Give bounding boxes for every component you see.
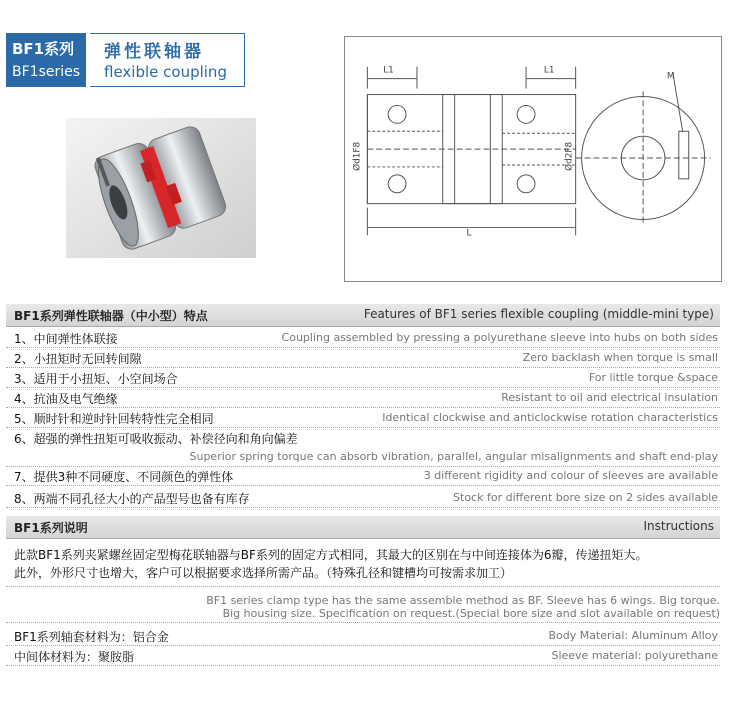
divider [6,586,720,587]
material-body-cn: BF1系列轴套材料为：铝合金 [14,630,169,644]
features-header [6,304,720,327]
feature-row [6,428,720,467]
feature-cn: 1、中间弹性体联接 [14,332,118,346]
feature-cn: 3、适用于小扭矩、小空间场合 [14,372,178,386]
dim-d2: Ød2F8 [564,141,575,171]
feature-row [6,348,720,368]
material-body-en: Body Material: Aluminum Alloy [548,629,718,642]
feature-row [6,466,720,486]
dim-l1-left: L1 [383,65,394,76]
instructions-title-cn: BF1系列说明 [14,521,88,535]
feature-row [6,368,720,388]
dim-l1-right: L1 [543,65,555,76]
instructions-para-cn-1: 此款BF1系列夹紧螺丝固定型梅花联轴器与BF系列的固定方式相同，其最大的区别在与中间连接体为6瓣，传递扭矩大。 [14,548,648,562]
feature-en: Superior spring torque can absorb vibration, parallel, angular misalignments and shaft end-play [189,450,718,463]
dim-d1: Ød1F8 [352,141,363,171]
feature-cn: 6、超强的弹性扭矩可吸收振动、补偿径向和角向偏差 [14,432,298,446]
product-en: flexible coupling [104,63,227,81]
feature-en: Zero backlash when torque is small [522,351,718,364]
feature-cn: 4、抗油及电气绝缘 [14,392,118,406]
feature-row [6,388,720,408]
material-sleeve-en: Sleeve material: polyurethane [551,649,718,662]
feature-cn: 5、顺时针和逆时针回转特性完全相同 [14,412,214,426]
feature-en: Resistant to oil and electrical insulation [501,391,718,404]
feature-en: Identical clockwise and anticlockwise rotation characteristics [382,411,718,424]
material-row [6,646,720,666]
instructions-para-cn-2: 此外，外形尺寸也增大，客户可以根据要求选择所需产品。（特殊孔径和键槽均可按需求加工） [14,566,513,580]
feature-cn: 8、两端不同孔径大小的产品型号也备有库存 [14,492,250,506]
material-sleeve-cn: 中间体材料为：聚胺脂 [14,650,135,664]
series-cn: BF1系列 [12,40,75,58]
technical-drawing [344,36,722,282]
feature-row [6,488,720,508]
feature-row [6,408,720,428]
instructions-para-en-1: BF1 series clamp type has the same assemble method as BF. Sleeve has 6 wings. Big torque. [206,594,720,607]
instructions-header [6,516,720,539]
series-badge [6,33,86,87]
features-title-en: Features of BF1 series flexible coupling (middle-mini type) [363,307,714,321]
instructions-para-en-2: Big housing size. Specification on request.(Special bore size and slot available on request) [222,607,720,620]
feature-en: Coupling assembled by pressing a polyurethane sleeve into hubs on both sides [281,331,718,344]
coupling-photo [66,118,256,258]
dim-m: M [666,71,675,82]
product-title [90,33,245,87]
dim-l: L [466,228,472,239]
feature-en: Stock for different bore size on 2 sides available [453,491,718,504]
feature-en: 3 different rigidity and colour of sleeves are available [423,469,718,482]
feature-en: For little torque &space [588,371,718,384]
feature-cn: 2、小扭矩时无回转间隙 [14,352,142,366]
feature-cn: 7、提供3种不同硬度、不同颜色的弹性体 [14,470,234,484]
divider [6,622,720,623]
series-en: BF1series [12,64,81,80]
material-row [6,626,720,646]
features-title-cn: BF1系列弹性联轴器（中小型）特点 [14,309,208,323]
product-cn: 弹性联轴器 [104,42,204,62]
feature-row [6,328,720,348]
instructions-title-en: Instructions [643,519,714,533]
